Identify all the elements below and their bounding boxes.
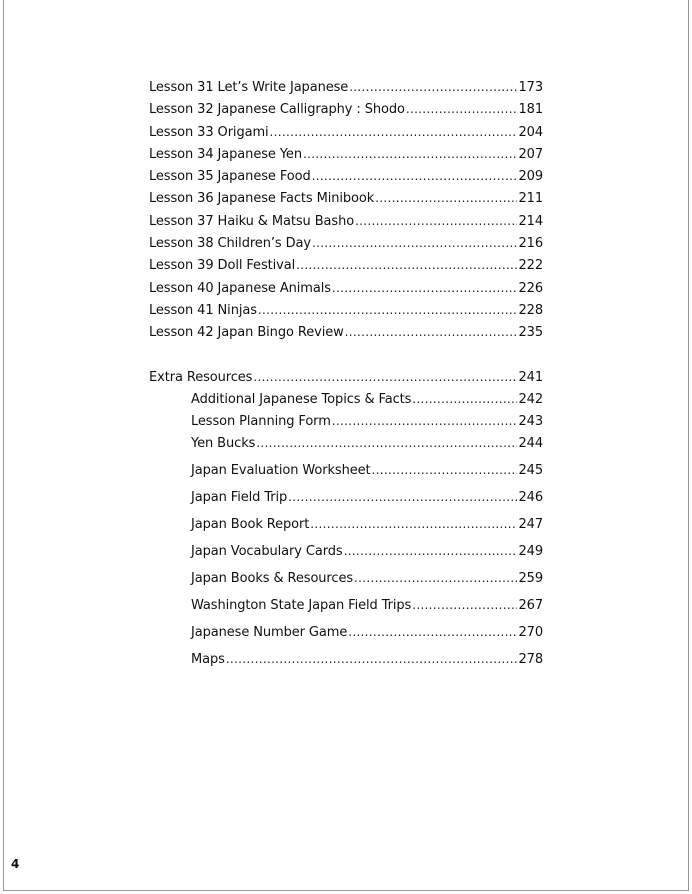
toc-entry-title: Japan Book Report [191,516,310,532]
toc-entry-title: Lesson 32 Japanese Calligraphy : Shodo [149,102,405,118]
toc-entry-page: 204 [518,124,543,140]
dot-leader [303,147,518,161]
dot-leader [372,463,518,477]
toc-entry-title: Lesson 39 Doll Festival [149,258,296,274]
toc-entry-title: Extra Resources [149,369,253,385]
dot-leader [406,102,518,116]
toc-entry-lesson-32[interactable] [149,102,543,124]
toc-entry-page: 242 [518,391,543,407]
toc-entry-title: Washington State Japan Field Trips [191,597,412,613]
toc-entry-title: Japanese Number Game [191,624,348,640]
toc-subentry[interactable] [149,598,543,625]
toc-entry-page: 243 [518,413,543,429]
toc-entry-lesson-34[interactable] [149,147,543,169]
dot-leader [345,325,518,339]
dot-leader [375,191,517,205]
toc-entry-title: Lesson 34 Japanese Yen [149,146,302,162]
dot-leader [288,490,517,504]
toc-entry-page: 267 [518,597,543,613]
toc-entry-lesson-41[interactable] [149,303,543,325]
toc-entry-lesson-31[interactable] [149,80,543,102]
toc-subentry[interactable] [149,414,543,436]
toc-entry-title: Lesson 40 Japanese Animals [149,280,331,296]
toc-entry-title: Lesson 35 Japanese Food [149,169,311,185]
toc-entry-lesson-40[interactable] [149,281,543,303]
toc-entry-title: Lesson 41 Ninjas [149,302,257,318]
dot-leader [226,652,518,666]
toc-entry-page: 214 [518,213,543,229]
dot-leader [312,169,518,183]
toc-entry-page: 228 [518,302,543,318]
dot-leader [355,214,517,228]
toc-entry-page: 211 [518,191,543,207]
dot-leader [296,258,517,272]
toc-entry-title: Japan Field Trip [191,489,288,505]
toc-subentry[interactable] [149,571,543,598]
dot-leader [270,125,518,139]
extra-resources-section [149,370,543,679]
toc-entry-title: Additional Japanese Topics & Facts [191,391,412,407]
toc-subentry[interactable] [149,544,543,571]
toc-entry-lesson-37[interactable] [149,214,543,236]
toc-entry-page: 245 [518,462,543,478]
toc-entry-page: 241 [518,369,543,385]
dot-leader [256,436,517,450]
toc-entry-title: Lesson 33 Origami [149,124,269,140]
dot-leader [258,303,518,317]
dot-leader [332,414,518,428]
toc-subentry[interactable] [149,517,543,544]
toc-entry-title: Lesson 36 Japanese Facts Minibook [149,191,375,207]
dot-leader [354,571,517,585]
toc-subentry[interactable] [149,392,543,414]
toc-entry-title: Lesson 42 Japan Bingo Review [149,325,344,341]
toc-entry-page: 249 [518,543,543,559]
lesson-list [149,80,543,348]
toc-entry-title: Yen Bucks [191,435,256,451]
toc-entry-page: 244 [518,435,543,451]
toc-entry-page: 246 [518,489,543,505]
toc-entry-lesson-33[interactable] [149,125,543,147]
toc-entry-lesson-42[interactable] [149,325,543,347]
dot-leader [312,236,518,250]
toc-subentry[interactable] [149,463,543,490]
dot-leader [344,544,518,558]
toc-entry-page: 173 [518,80,543,95]
toc-entry-title: Japan Vocabulary Cards [191,543,343,559]
toc-entry-lesson-35[interactable] [149,169,543,191]
toc-entry-page: 222 [518,258,543,274]
toc-subentry[interactable] [149,625,543,652]
toc-entry-page: 226 [518,280,543,296]
toc-entry-page: 247 [518,516,543,532]
dot-leader [348,625,517,639]
toc-entry-lesson-38[interactable] [149,236,543,258]
toc-entry-title: Japan Books & Resources [191,570,354,586]
toc-entry-page: 181 [518,102,543,118]
toc-entry-title: Japan Evaluation Worksheet [191,462,371,478]
dot-leader [412,392,517,406]
dot-leader [332,281,518,295]
toc-entry-lesson-36[interactable] [149,191,543,213]
toc-entry-page: 207 [518,146,543,162]
toc-entry-page: 216 [518,236,543,252]
toc-entry-page: 278 [518,651,543,667]
toc-entry-title: Lesson 31 Let’s Write Japanese [149,80,349,95]
toc-entry-page: 209 [518,169,543,185]
toc-entry-page: 270 [518,624,543,640]
toc-subentry[interactable] [149,490,543,517]
table-of-contents [149,80,543,679]
toc-entry-title: Lesson 37 Haiku & Matsu Basho [149,213,355,229]
toc-subentry[interactable] [149,436,543,463]
toc-entry-title: Lesson Planning Form [191,413,331,429]
toc-entry-lesson-39[interactable] [149,258,543,280]
page-number: 4 [11,857,20,871]
dot-leader [253,370,517,384]
toc-entry-title: Maps [191,651,225,667]
toc-entry-title: Lesson 38 Children’s Day [149,236,311,252]
toc-entry-page: 259 [518,570,543,586]
dot-leader [310,517,517,531]
toc-subentry[interactable] [149,652,543,679]
section-spacer [149,348,543,370]
dot-leader [412,598,517,612]
toc-entry-page: 235 [518,325,543,341]
dot-leader [349,80,517,94]
toc-entry-extra-resources[interactable] [149,370,543,392]
